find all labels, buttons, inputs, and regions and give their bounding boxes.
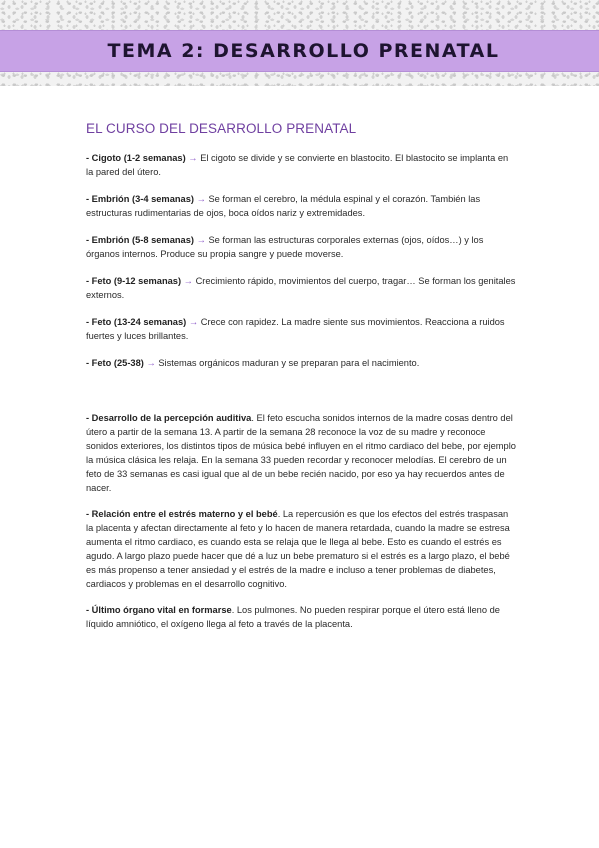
note-text: . El feto escucha sonidos internos de la madre cosas dentro del útero a partir de la semana 13. A partir de la semana 28 reconoce la voz de su madre y reconoce sonidos exteriores, los distintos tipos de música bebé influyen en el ritmo cardiaco del bebe, por ejemplo la música clásica les relaja. En la semana 33 pueden recordar y reconocer melodías. El cerebro de un feto de 33 semanas es casi igual que al de un bebe recién nacido, por eso ya hay recuerdos antes de nacer. bbox=[86, 413, 516, 493]
document-body bbox=[86, 121, 516, 643]
arrow-right-icon: → bbox=[196, 194, 206, 204]
note-percepcion-auditiva bbox=[86, 411, 516, 495]
stage-text: Crecimiento rápido, movimientos del cuerpo, tragar… Se forman los genitales externos. bbox=[86, 276, 516, 300]
stage-item-feto-25-38 bbox=[86, 356, 516, 370]
stage-label: - Feto (25-38) bbox=[86, 358, 144, 368]
stage-label: - Feto (9-12 semanas) bbox=[86, 276, 182, 286]
stage-text: El cigoto se divide y se convierte en blastocito. El blastocito se implanta en la pared del útero. bbox=[86, 153, 509, 177]
stage-text: Se forman las estructuras corporales externas (ojos, oídos…) y los órganos internos. Produce su propia sangre y puede moverse. bbox=[86, 235, 484, 259]
stage-item-cigoto bbox=[86, 151, 516, 179]
stage-label: - Embrión (5-8 semanas) bbox=[86, 235, 194, 245]
arrow-right-icon: → bbox=[188, 317, 199, 327]
arrow-right-icon: → bbox=[146, 358, 156, 368]
stage-label: - Feto (13-24 semanas) bbox=[86, 317, 187, 327]
section-heading: EL CURSO DEL DESARROLLO PRENATAL bbox=[86, 121, 357, 136]
stage-item-feto-13-24 bbox=[86, 315, 516, 343]
section-spacer bbox=[86, 383, 516, 411]
note-estres-materno bbox=[86, 507, 516, 591]
note-label: - Desarrollo de la percepción auditiva bbox=[86, 413, 252, 423]
title-banner bbox=[0, 30, 599, 72]
stage-text: Sistemas orgánicos maduran y se preparan para el nacimiento. bbox=[158, 358, 420, 368]
note-label: - Relación entre el estrés materno y el bebé bbox=[86, 509, 278, 519]
stage-text: Crece con rapidez. La madre siente sus movimientos. Reacciona a ruidos fuertes y luces brillantes. bbox=[86, 317, 505, 341]
stage-label: - Cigoto (1-2 semanas) bbox=[86, 153, 186, 163]
arrow-right-icon: → bbox=[196, 235, 206, 245]
note-text: . La repercusión es que los efectos del estrés traspasan la placenta y afectan directamente al feto y lo hacen de manera retardada, cuando la madre se estresa aumenta el ritmo cardiaco, es cuando esta se relaja que le llega al bebe. Esto es cuando el estrés es agudo. A largo plazo puede hacer que dé a luz un bebe prematuro si el estrés es a largo plazo, el bebé es más propenso a tener ansiedad y el estrés de la madre e incluso a tener problemas de diabetes, cardiacos y problemas en el desarrollo cognitivo. bbox=[86, 509, 510, 589]
note-ultimo-organo bbox=[86, 603, 516, 631]
stage-text: Se forman el cerebro, la médula espinal y el corazón. También las estructuras rudimentarias de ojos, boca oídos nariz y extremidades. bbox=[86, 194, 481, 218]
arrow-right-icon: → bbox=[188, 153, 198, 163]
note-text: . Los pulmones. No pueden respirar porque el útero está lleno de líquido amniótico, el oxígeno llega al feto a través de la placenta. bbox=[86, 605, 500, 629]
page-title: TEMA 2: DESARROLLO PRENATAL bbox=[107, 40, 500, 62]
stage-item-feto-9-12 bbox=[86, 274, 516, 302]
stage-item-embrion-3-4 bbox=[86, 192, 516, 220]
arrow-right-icon: → bbox=[183, 276, 193, 286]
note-label: - Último órgano vital en formarse bbox=[86, 605, 232, 615]
stage-item-embrion-5-8 bbox=[86, 233, 516, 261]
stage-label: - Embrión (3-4 semanas) bbox=[86, 194, 194, 204]
